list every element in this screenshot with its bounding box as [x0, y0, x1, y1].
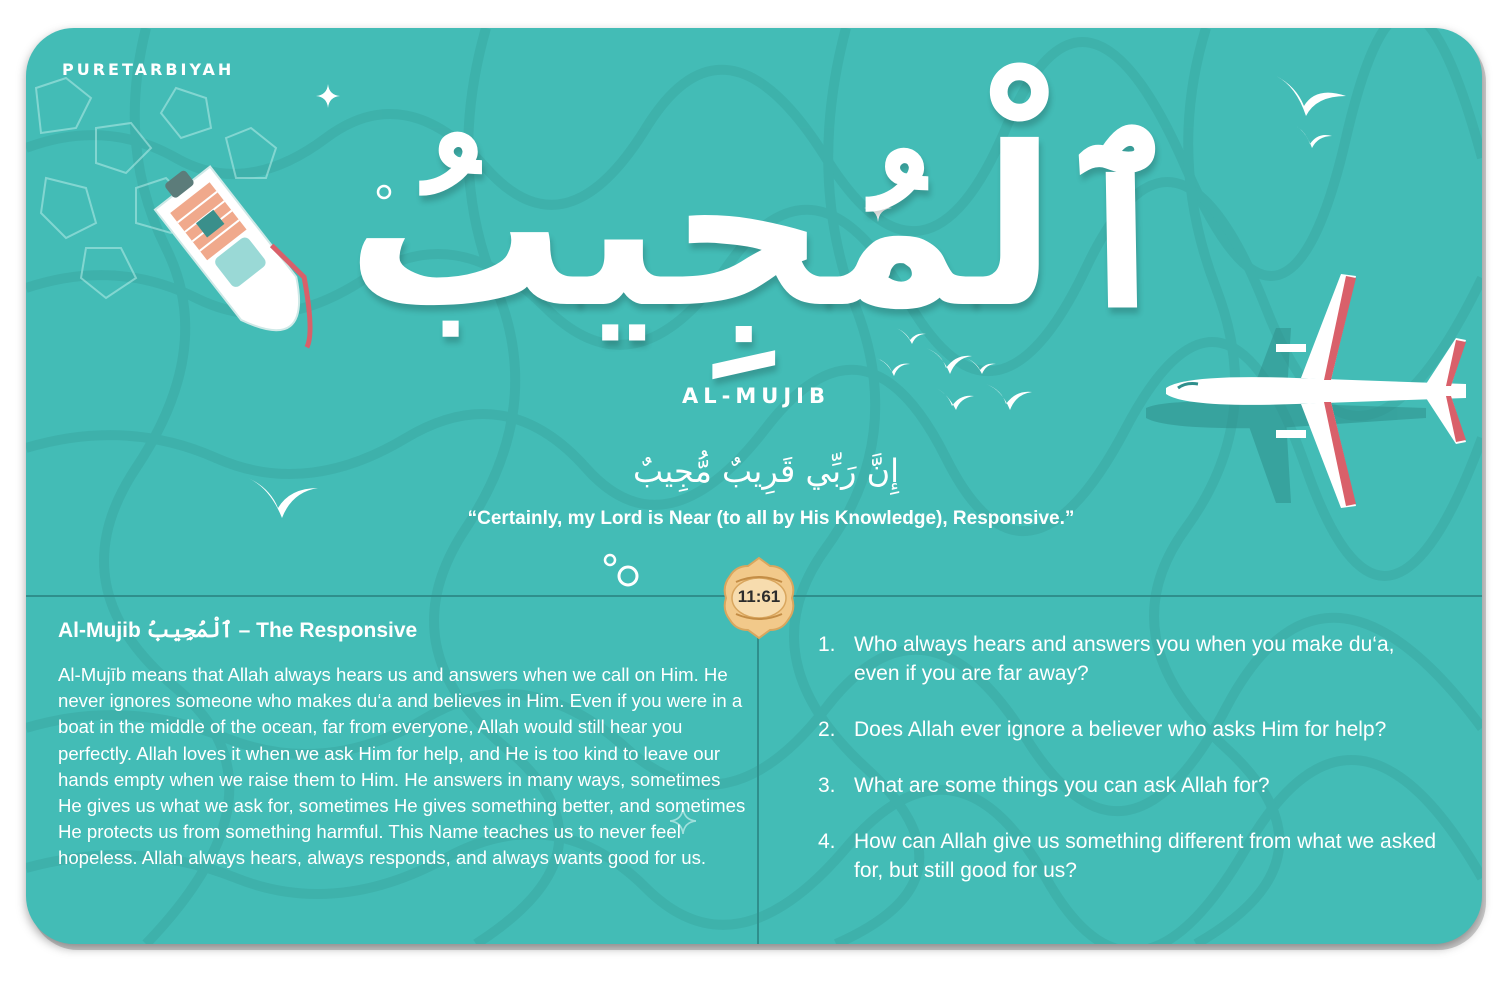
list-item [818, 715, 1438, 744]
name-arabic-title: ٱلْمُجِيبُ [345, 100, 1187, 356]
question-list [818, 630, 1438, 912]
question-number: 4. [818, 830, 836, 853]
question-text: How can Allah give us something different from what we asked for, but still good for us? [854, 830, 1437, 882]
name-transliteration: AL-MUJIB [682, 384, 830, 408]
question-text: What are some things you can ask Allah for? [854, 774, 1270, 797]
question-number: 3. [818, 774, 836, 797]
verse-arabic: إِنَّ رَبِّي قَرِيبٌ مُّجِيبٌ [632, 452, 900, 490]
question-text: Does Allah ever ignore a believer who asks Him for help? [854, 718, 1387, 741]
explanation-body: Al-Mujīb means that Allah always hears us and answers when we call on Him. He never ignores someone who makes du‘a and believes in Him. Even if you were in a boat in the middle of the ocean, far from everyone, Allah would still hear you perfectly. Allah loves it when we ask Him for help, and He is too kind to leave our hands empty when we raise them to Him. He answers in many ways, sometimes He gives us what we ask for, sometimes He gives something better, and sometimes He protects us from something harmful. This Name teaches us to never feel hopeless. Allah always hears, always responds, and always wants good for us. [58, 664, 746, 869]
list-item [818, 630, 1438, 688]
list-item [818, 771, 1438, 800]
boat-icon [126, 148, 356, 378]
question-number: 2. [818, 718, 836, 741]
question-text: Who always hears and answers you when you make du‘a, even if you are far away? [854, 633, 1395, 685]
brand-logo: PURETARBIYAH [62, 60, 235, 79]
verse-translation: “Certainly, my Lord is Near (to all by His Knowledge), Responsive.” [467, 508, 1075, 529]
list-item [818, 827, 1438, 885]
vertical-divider [757, 595, 759, 944]
card [26, 28, 1482, 944]
bubble-icon [600, 552, 646, 592]
explanation-title: Al-Mujib ٱلْمُجِيبُ – The Responsive [58, 619, 418, 642]
question-number: 1. [818, 633, 836, 656]
verse-reference: 11:61 [737, 587, 781, 606]
seagull-icon [1266, 66, 1366, 156]
